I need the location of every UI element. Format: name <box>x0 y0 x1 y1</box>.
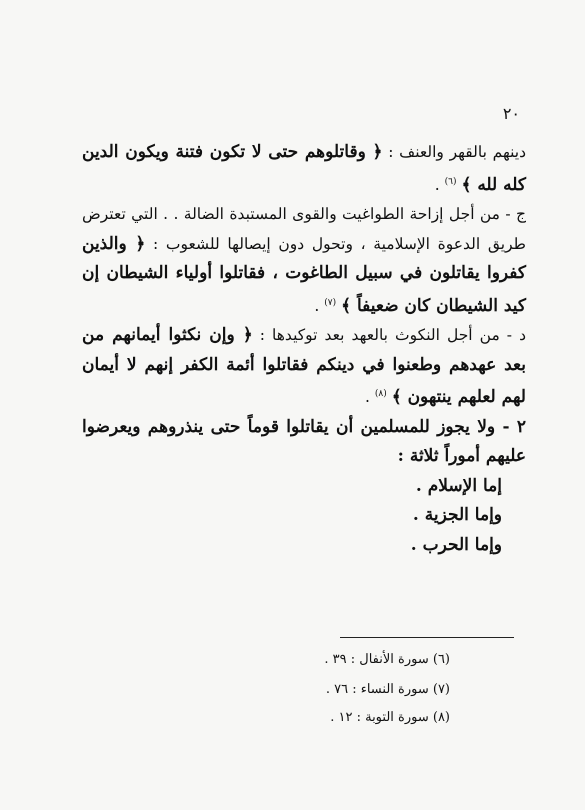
quran-quote: ﴿ والذين كفروا يقاتلون في سبيل الطاغوت ، فقاتلوا أولياء الشيطان إن كيد الشيطان كان ضعيفاً ﴾ <box>82 233 526 316</box>
option-war: وإما الحرب . <box>410 534 502 555</box>
footnote-6: (٦) سورة الأنفال : ٣٩ . <box>324 652 450 667</box>
page-number: ٢٠ <box>502 104 520 123</box>
footnote-ref: (٧) <box>324 297 337 308</box>
footnote-8: (٨) سورة التوبة : ١٢ . <box>330 710 450 725</box>
paragraph-nukuth <box>82 321 526 413</box>
paragraph-end: . <box>314 296 325 315</box>
footnote-ref: (٦) <box>444 176 457 187</box>
option-jizya: وإما الجزية . <box>412 505 502 526</box>
footnote-ref: (٨) <box>374 389 387 400</box>
paragraph-text: ج - من أجل إزاحة الطواغيت والقوى المستبدة الضالة . . التي تعترض طريق الدعوة الإسلامية ، وتحول دون إيصالها للشعوب : <box>82 205 526 253</box>
paragraph-text: دينهم بالقهر والعنف : <box>382 143 526 161</box>
footnote-7: (٧) سورة النساء : ٧٦ . <box>325 682 450 697</box>
paragraph-tawaghit <box>82 200 526 321</box>
section-two-heading: ٢ - ولا يجوز للمسلمين أن يقاتلوا قوماً حتى ينذروهم ويعرضوا عليهم أموراً ثلاثة : <box>82 416 526 467</box>
paragraph-end: . <box>365 388 375 407</box>
paragraph-text: د - من أجل النكوث بالعهد بعد توكيدها : <box>252 326 526 345</box>
paragraph-end: . <box>434 175 445 194</box>
footnote-separator <box>340 637 514 638</box>
main-text <box>82 138 526 560</box>
option-islam: إما الإسلام . <box>415 475 502 496</box>
quran-quote: ﴿ وإن نكثوا أيمانهم من بعد عهدهم وطعنوا في دينكم فقاتلوا أئمة الكفر إنهم لا أيمان لهم لعلهم ينتهون ﴾ <box>82 325 526 408</box>
paragraph-fitna <box>82 138 526 200</box>
quran-quote: ﴿ وقاتلوهم حتى لا تكون فتنة ويكون الدين كله لله ﴾ <box>82 142 526 195</box>
